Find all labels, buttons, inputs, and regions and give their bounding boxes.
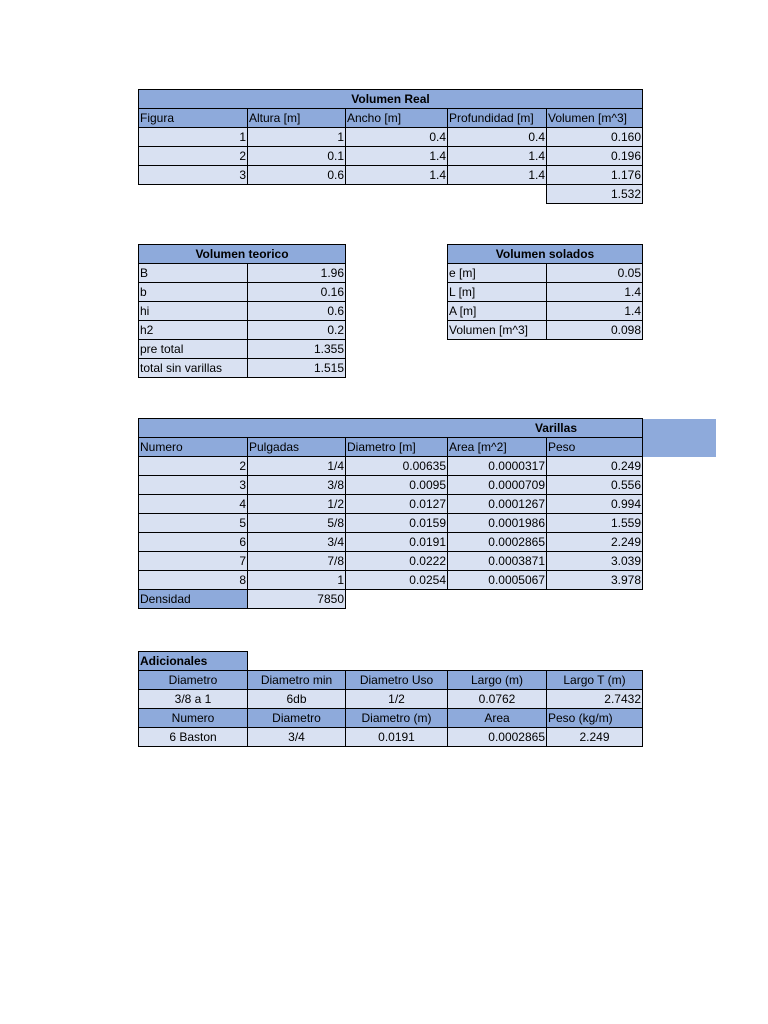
- table-row: [139, 728, 643, 747]
- cell: 1.559: [547, 514, 643, 533]
- table-row: [139, 128, 643, 147]
- cell: 3/4: [248, 728, 346, 747]
- cell: 3/8: [248, 476, 346, 495]
- densidad-row: [139, 590, 643, 609]
- cell: 0.249: [547, 457, 643, 476]
- label-cell: e [m]: [448, 264, 547, 283]
- cell: 2.7432: [547, 690, 643, 709]
- cell: 0.00635: [346, 457, 448, 476]
- cell: 2.249: [547, 728, 643, 747]
- volumen-solados-title: Volumen solados: [448, 245, 643, 264]
- table-row: [139, 166, 643, 185]
- densidad-label: Densidad: [139, 590, 248, 609]
- volumen-teorico-block: [138, 244, 346, 378]
- varillas-header-row: [139, 438, 643, 457]
- col-header: Peso: [547, 438, 643, 457]
- label-cell: A [m]: [448, 302, 547, 321]
- densidad-value: 7850: [248, 590, 346, 609]
- total-row: [139, 185, 643, 204]
- table-row: [448, 283, 643, 302]
- cell: 0.0001986: [448, 514, 547, 533]
- cell: 1: [248, 571, 346, 590]
- col-header: Pulgadas: [248, 438, 346, 457]
- cell: 3.978: [547, 571, 643, 590]
- col-header: Figura: [139, 109, 248, 128]
- cell: 0.0095: [346, 476, 448, 495]
- cell: 5/8: [248, 514, 346, 533]
- table-row: [139, 147, 643, 166]
- label-cell: L [m]: [448, 283, 547, 302]
- volumen-real-block: [138, 89, 643, 204]
- table-row: [139, 571, 643, 590]
- label-cell: b: [139, 283, 248, 302]
- label-cell: pre total: [139, 340, 248, 359]
- col-header: Diametro [m]: [346, 438, 448, 457]
- volumen-real-total: 1.532: [547, 185, 643, 204]
- cell: 0.1: [248, 147, 346, 166]
- label-cell: Volumen [m^3]: [448, 321, 547, 340]
- volumen-solados-block: [447, 244, 643, 340]
- col-header: Diametro (m): [346, 709, 448, 728]
- table-row: [139, 283, 346, 302]
- cell: 0.0222: [346, 552, 448, 571]
- cell: 0.0005067: [448, 571, 547, 590]
- value-cell: 1.4: [547, 283, 643, 302]
- cell: 3: [139, 476, 248, 495]
- volumen-real-title: Volumen Real: [139, 90, 643, 109]
- col-header: Numero: [139, 709, 248, 728]
- cell: 2: [139, 457, 248, 476]
- label-cell: h2: [139, 321, 248, 340]
- value-cell: 0.16: [248, 283, 346, 302]
- varillas-header-extension: [642, 419, 716, 457]
- col-header: Diametro: [139, 671, 248, 690]
- cell: 0.0002865: [448, 728, 547, 747]
- col-header: Profundidad [m]: [448, 109, 547, 128]
- col-header: Diametro min: [248, 671, 346, 690]
- volumen-solados-table: [447, 244, 643, 340]
- table-row: [139, 690, 643, 709]
- cell: 0.0000709: [448, 476, 547, 495]
- cell: 3: [139, 166, 248, 185]
- cell: 0.0127: [346, 495, 448, 514]
- table-row: [139, 514, 643, 533]
- cell: 1.4: [346, 166, 448, 185]
- cell: 0.196: [547, 147, 643, 166]
- col-header: Area [m^2]: [448, 438, 547, 457]
- cell: 1.4: [448, 147, 547, 166]
- col-header: Ancho [m]: [346, 109, 448, 128]
- volumen-real-table: [138, 89, 643, 204]
- cell: 3/4: [248, 533, 346, 552]
- cell: 4: [139, 495, 248, 514]
- cell: 1: [139, 128, 248, 147]
- cell: 0.4: [346, 128, 448, 147]
- cell: 3.039: [547, 552, 643, 571]
- cell: 0.160: [547, 128, 643, 147]
- col-header: Largo T (m): [547, 671, 643, 690]
- cell: 0.0254: [346, 571, 448, 590]
- value-cell: 1.4: [547, 302, 643, 321]
- varillas-block: [138, 418, 643, 609]
- varillas-title: Varillas: [139, 419, 643, 438]
- table-row: [448, 264, 643, 283]
- adicionales-table: [138, 651, 643, 747]
- cell: 0.0159: [346, 514, 448, 533]
- table-row: [139, 340, 346, 359]
- cell: 6 Baston: [139, 728, 248, 747]
- cell: 0.0001267: [448, 495, 547, 514]
- table-row: [139, 359, 346, 378]
- table-row: [139, 321, 346, 340]
- cell: 0.0191: [346, 533, 448, 552]
- cell: 0.6: [248, 166, 346, 185]
- varillas-table: [138, 418, 643, 609]
- col-header: Diametro Uso: [346, 671, 448, 690]
- volumen-real-header-row: [139, 109, 643, 128]
- cell: 0.0000317: [448, 457, 547, 476]
- volumen-teorico-title: Volumen teorico: [139, 245, 346, 264]
- cell: 1.4: [346, 147, 448, 166]
- cell: 1/4: [248, 457, 346, 476]
- cell: 0.556: [547, 476, 643, 495]
- cell: 2.249: [547, 533, 643, 552]
- value-cell: 1.355: [248, 340, 346, 359]
- cell: 1/2: [346, 690, 448, 709]
- col-header: Peso (kg/m): [547, 709, 643, 728]
- cell: 1: [248, 128, 346, 147]
- label-cell: B: [139, 264, 248, 283]
- cell: 1.176: [547, 166, 643, 185]
- cell: 0.4: [448, 128, 547, 147]
- value-cell: 1.96: [248, 264, 346, 283]
- col-header: Diametro: [248, 709, 346, 728]
- cell: 2: [139, 147, 248, 166]
- volumen-teorico-table: [138, 244, 346, 378]
- cell: 0.0191: [346, 728, 448, 747]
- label-cell: total sin varillas: [139, 359, 248, 378]
- cell: 0.0002865: [448, 533, 547, 552]
- cell: 1/2: [248, 495, 346, 514]
- cell: 0.0762: [448, 690, 547, 709]
- table-row: [139, 552, 643, 571]
- table-row: [139, 302, 346, 321]
- cell: 5: [139, 514, 248, 533]
- cell: 6db: [248, 690, 346, 709]
- table-row: [139, 264, 346, 283]
- table-row: [139, 533, 643, 552]
- label-cell: hi: [139, 302, 248, 321]
- col-header: Area: [448, 709, 547, 728]
- cell: 3/8 a 1: [139, 690, 248, 709]
- cell: 0.994: [547, 495, 643, 514]
- table-row: [139, 457, 643, 476]
- col-header: Largo (m): [448, 671, 547, 690]
- cell: 0.0003871: [448, 552, 547, 571]
- cell: 8: [139, 571, 248, 590]
- value-cell: 0.2: [248, 321, 346, 340]
- table-row: [139, 476, 643, 495]
- cell: 7/8: [248, 552, 346, 571]
- cell: 7: [139, 552, 248, 571]
- adicionales-header-row: [139, 671, 643, 690]
- value-cell: 0.6: [248, 302, 346, 321]
- table-row: [448, 321, 643, 340]
- table-row: [448, 302, 643, 321]
- cell: 1.4: [448, 166, 547, 185]
- col-header: Altura [m]: [248, 109, 346, 128]
- adicionales-block: [138, 651, 643, 747]
- adicionales-header-row: [139, 709, 643, 728]
- col-header: Volumen [m^3]: [547, 109, 643, 128]
- value-cell: 0.098: [547, 321, 643, 340]
- cell: 6: [139, 533, 248, 552]
- table-row: [139, 495, 643, 514]
- col-header: Numero: [139, 438, 248, 457]
- value-cell: 0.05: [547, 264, 643, 283]
- adicionales-title: Adicionales: [139, 652, 248, 671]
- value-cell: 1.515: [248, 359, 346, 378]
